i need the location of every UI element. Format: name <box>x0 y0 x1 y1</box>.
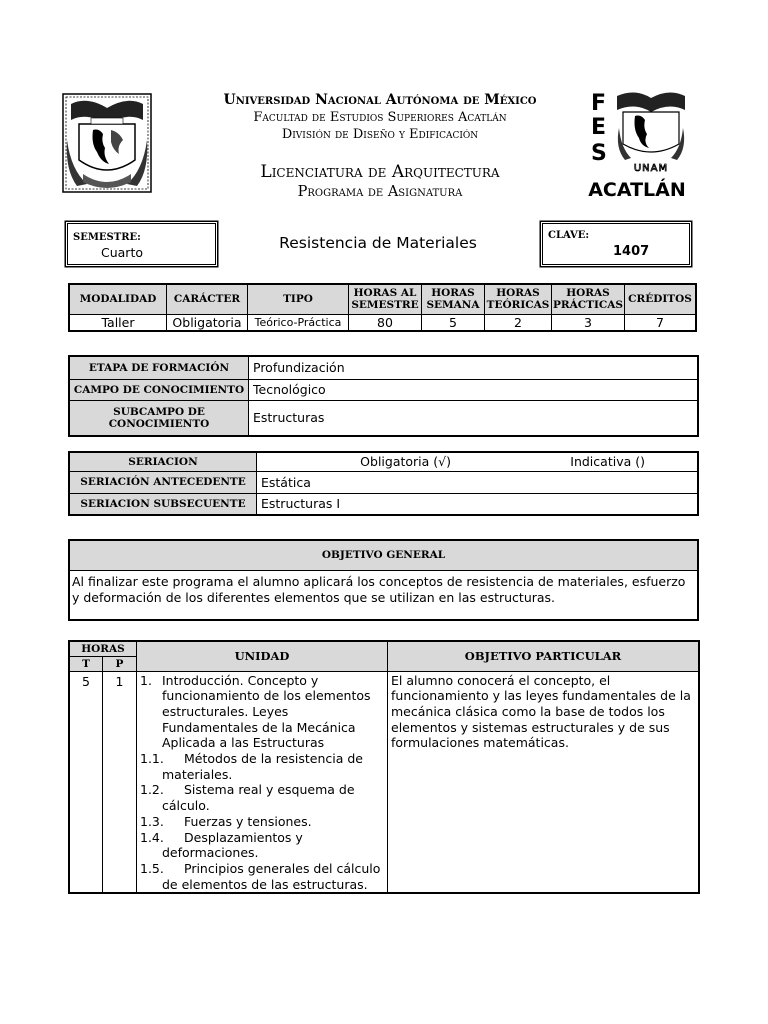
objective-title: OBJETIVO GENERAL <box>69 540 698 570</box>
value-caracter: Obligatoria <box>167 314 248 331</box>
seriation-table <box>68 451 699 516</box>
semestre-label: SEMESTRE: <box>73 232 141 243</box>
unit-objective: El alumno conocerá el concepto, el funcionamiento y las leyes fundamentales de la mecánica clásica como la base de todos los elementos y sistemas estructurales y de sus formulaciones matemáticas. <box>388 671 700 893</box>
program-title: Programa de Asignatura <box>297 184 463 200</box>
division-name: División de Diseño y Edificación <box>281 127 479 142</box>
value-modalidad: Taller <box>69 314 167 331</box>
semestre-value: Cuarto <box>101 245 143 260</box>
fes-letter-s: S <box>591 141 607 166</box>
table-row <box>69 671 699 893</box>
semestre-box <box>67 223 216 265</box>
seriation-label-antecedente: SERIACIÓN ANTECEDENTE <box>69 471 257 493</box>
unit-t-value: 5 <box>69 671 103 893</box>
degree-name: Licenciatura de Arquitectura <box>260 162 500 182</box>
formation-label-subcampo: SUBCAMPO DE CONOCIMIENTO <box>69 400 249 436</box>
seriation-label-subsecuente: SERIACION SUBSECUENTE <box>69 493 257 515</box>
faculty-name: Facultad de Estudios Superiores Acatlán <box>253 110 507 125</box>
clave-value: 1407 <box>613 244 650 259</box>
seriation-type <box>257 452 699 471</box>
clave-box <box>542 223 690 265</box>
fes-letter-f: F <box>591 91 607 116</box>
fes-acatlan-logo <box>585 88 689 200</box>
formation-table <box>68 355 699 437</box>
units-table <box>68 640 700 894</box>
unit-title-number: 1. <box>140 672 152 688</box>
unit-content <box>137 671 388 893</box>
unit-title-text: Introducción. Concepto y funcionamiento de los elementos estructurales. Leyes Fundamentales de la Mecánica Aplicada a las Estructuras <box>162 672 371 751</box>
objetivo-particular-header: OBJETIVO PARTICULAR <box>388 641 700 671</box>
formation-value-campo: Tecnológico <box>249 379 699 400</box>
value-horas-teoricas: 2 <box>485 314 552 331</box>
unit-p-value: 1 <box>103 671 137 893</box>
unidad-header: UNIDAD <box>137 641 388 671</box>
university-name: Universidad Nacional Autónoma de México <box>223 92 537 108</box>
header-horas-teoricas: HORAS TEÓRICAS <box>485 284 552 314</box>
seriation-value-antecedente: Estática <box>257 471 699 493</box>
value-creditos: 7 <box>625 314 697 331</box>
header-horas-practicas: HORAS PRÁCTICAS <box>552 284 625 314</box>
value-horas-practicas: 3 <box>552 314 625 331</box>
list-item-text: Sistema real y esquema de cálculo. <box>162 782 355 814</box>
seriation-header: SERIACION <box>69 452 257 471</box>
list-item <box>140 751 384 782</box>
list-item-number: 1.2. <box>140 782 164 798</box>
unit-title <box>140 673 384 752</box>
seriation-indicativa: Indicativa () <box>570 454 645 470</box>
formation-value-subcampo: Estructuras <box>249 400 699 436</box>
list-item-text: Fuerzas y tensiones. <box>184 813 312 829</box>
value-tipo: Teórico-Práctica <box>248 314 349 331</box>
course-attributes-table <box>68 283 697 332</box>
header-horas-semestre: HORAS AL SEMESTRE <box>349 284 422 314</box>
course-title: Resistencia de Materiales <box>279 234 477 252</box>
list-item-number: 1.4. <box>140 829 164 845</box>
header-horas-semana: HORAS SEMANA <box>422 284 485 314</box>
horas-header: HORAS <box>69 641 137 656</box>
list-item-text: Métodos de la resistencia de materiales. <box>162 751 363 782</box>
list-item-text: Principios generales del cálculo de elementos de las estructuras. <box>162 860 381 892</box>
p-header: P <box>103 656 137 671</box>
clave-label: CLAVE: <box>548 230 590 241</box>
header-caracter: CARÁCTER <box>167 284 248 314</box>
list-item-number: 1.1. <box>140 751 164 767</box>
header-modalidad: MODALIDAD <box>69 284 167 314</box>
list-item <box>140 861 384 892</box>
t-header: T <box>69 656 103 671</box>
formation-label-campo: CAMPO DE CONOCIMIENTO <box>69 379 249 400</box>
list-item-number: 1.5. <box>140 860 164 876</box>
list-item <box>140 782 384 813</box>
header-creditos: CRÉDITOS <box>625 284 697 314</box>
objective-table <box>68 539 699 621</box>
objective-text: Al finalizar este programa el alumno aplicará los conceptos de resistencia de materiales, esfuerzo y deformación de los diferentes elementos que se utilizan en las estructuras. <box>69 570 698 620</box>
header-tipo: TIPO <box>248 284 349 314</box>
fes-unam-text: UNAM <box>633 163 669 174</box>
list-item <box>140 830 384 861</box>
list-item <box>140 814 384 830</box>
seriation-value-subsecuente: Estructuras I <box>257 493 699 515</box>
unam-seal-logo <box>57 90 157 196</box>
value-horas-semana: 5 <box>422 314 485 331</box>
fes-acatlan-text: ACATLÁN <box>588 179 686 200</box>
value-horas-semestre: 80 <box>349 314 422 331</box>
fes-letter-e: E <box>591 115 607 140</box>
formation-value-etapa: Profundización <box>249 356 699 379</box>
list-item-text: Desplazamientos y deformaciones. <box>162 829 303 861</box>
seriation-obligatoria: Obligatoria (√) <box>360 454 451 470</box>
list-item-number: 1.3. <box>140 813 164 829</box>
formation-label-etapa: ETAPA DE FORMACIÓN <box>69 356 249 379</box>
